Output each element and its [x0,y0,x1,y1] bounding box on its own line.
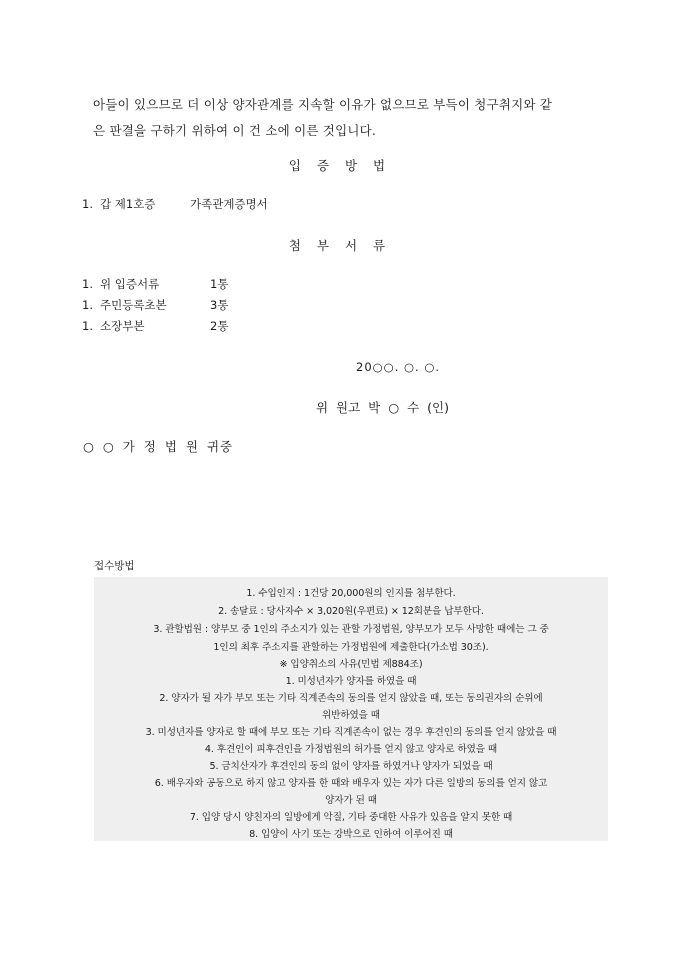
filing-method-box [94,577,608,841]
filing-line: 양자가 된 때 [325,795,377,806]
filing-line: 5. 금치산자가 후견인의 동의 없이 양자를 하였거나 양자가 되었을 때 [209,761,493,772]
filing-line: 8. 입양이 사기 또는 강박으로 인하여 이루어진 때 [249,829,453,840]
attachment-item-number: 1. [82,319,93,333]
plaintiff-signature-line: 위 원고 박 ○ 수 (인) [316,400,449,415]
evidence-item-label: 갑 제1호증 [100,197,156,211]
filing-line: 4. 후견인이 피후견인을 가정법원의 허가를 얻지 않고 양자로 하였을 때 [204,744,498,755]
intro-paragraph [93,92,603,144]
evidence-item-number: 1. [82,197,93,211]
filing-line: ※ 입양취소의 사유(민법 제884조) [279,659,423,670]
intro-line-1: 아들이 있으므로 더 이상 양자관계를 지속할 이유가 없으므로 부득이 청구취지와 같 [93,97,553,112]
filing-line: 1. 수입인지 : 1건당 20,000원의 인지를 첨부한다. [246,588,456,599]
attachment-item [82,318,229,334]
filing-method-title: 접수방법 [94,560,135,572]
attachment-item [82,297,229,313]
attachment-item-label: 위 입증서류 [100,277,160,291]
attachment-item-count: 1통 [210,277,229,291]
filing-line: 1. 미성년자가 양자를 하였을 때 [285,676,417,687]
attachment-item [82,276,229,292]
evidence-item [82,196,268,212]
filing-line: 7. 입양 당시 양친자의 일방에게 악질, 기타 중대한 사유가 있음을 알지 못한 때 [189,812,513,823]
filing-line: 3. 관할법원 : 양부모 중 1인의 주소지가 있는 관할 가정법원, 양부모가 모두 사망한 때에는 그 중 [153,624,549,635]
attachment-item-label: 소장부본 [100,319,145,333]
attachment-item-count: 3통 [210,298,229,312]
filing-date: 20○○. ○. ○. [356,360,441,374]
court-addressee: ○ ○ 가 정 법 원 귀중 [83,439,234,454]
attachment-item-number: 1. [82,298,93,312]
filing-line: 1인의 최후 주소지를 관할하는 가정법원에 제출한다(가소법 30조). [213,642,489,653]
attachment-item-number: 1. [82,277,93,291]
filing-line: 2. 양자가 될 자가 부모 또는 기타 직계존속의 동의를 얻지 않았을 때, 또는 동의권자의 순위에 [159,693,543,704]
filing-line: 6. 배우자와 공동으로 하지 않고 양자를 한 때와 배우자 있는 자가 다른 일방의 동의를 얻지 않고 [154,778,548,789]
attachment-item-count: 2통 [210,319,229,333]
attachment-item-label: 주민등록초본 [100,298,167,312]
intro-line-2: 은 판결을 구하기 위하여 이 건 소에 이른 것입니다. [93,123,377,138]
filing-line: 2. 송달료 : 당사자수 × 3,020원(우편료) × 12회분을 납부한다. [218,606,484,617]
evidence-heading: 입 증 방 법 [288,158,392,173]
evidence-item-value: 가족관계증명서 [190,197,268,211]
attachments-heading: 첨 부 서 류 [288,238,392,253]
filing-line: 3. 미성년자를 양자로 할 때에 부모 또는 기타 직계존속이 없는 경우 후견인의 동의를 얻지 않았을 때 [145,727,557,738]
filing-line: 위반하였을 때 [322,710,380,721]
